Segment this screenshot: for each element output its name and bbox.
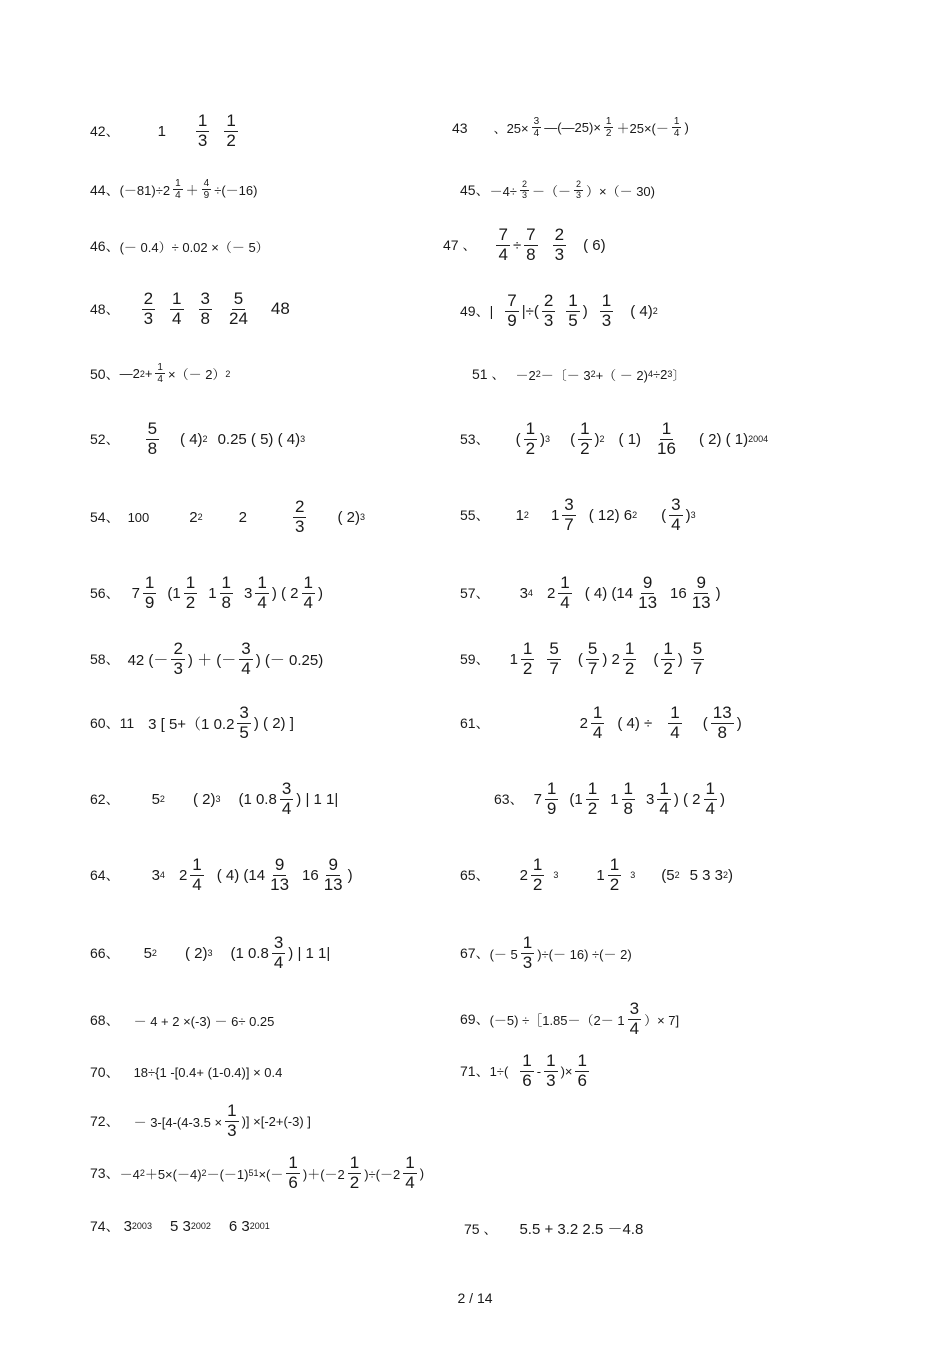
problem-48 — [90, 290, 290, 328]
fraction: 1 8 — [221, 573, 232, 612]
expr: 1 — [596, 866, 605, 884]
expr: ( — [577, 650, 583, 668]
fraction: 1 2 — [663, 639, 673, 678]
problem-68 — [90, 1010, 274, 1030]
problem-52 — [90, 420, 305, 458]
exponent: 2 — [202, 434, 208, 445]
expr: ) ( 2 — [673, 790, 701, 808]
expr: +（ － 2) — [595, 367, 648, 383]
problem-number: 56、 — [90, 585, 120, 602]
fraction: 5 7 — [692, 639, 703, 678]
expr: ＋5×(－4) — [144, 1166, 202, 1182]
problem-56 — [90, 574, 323, 612]
expr: |÷( — [521, 302, 539, 320]
problem-number: 66、 — [90, 945, 120, 962]
expr: —2 — [119, 366, 140, 381]
problem-65 — [460, 856, 733, 894]
problem-number: 43 — [452, 119, 468, 136]
expr: 2 — [189, 508, 198, 526]
problem-number: 68、 — [90, 1012, 120, 1028]
fraction: 1 3 — [546, 1051, 556, 1090]
fraction: $\frac{7}{4}$ — [498, 225, 508, 264]
exponent: 2 — [151, 948, 157, 959]
expr: (1 0.8 — [238, 790, 277, 808]
fraction: 1 16 — [657, 419, 676, 458]
problem-number: 52、 — [90, 431, 120, 448]
expr: 2 — [519, 866, 528, 884]
fraction: $\frac{1}{6}$ — [577, 1051, 587, 1090]
fraction: 1 6 — [522, 1051, 532, 1090]
expr: ( 12) 6 — [588, 506, 633, 524]
exponent: 2 — [201, 1168, 207, 1179]
problem-71 — [460, 1052, 592, 1090]
fraction: 3 4 — [281, 779, 292, 818]
exponent: 2 — [523, 510, 529, 521]
expr: 16 — [670, 584, 687, 602]
fraction: 1 9 — [144, 573, 155, 612]
exponent: 2 — [197, 512, 203, 523]
fraction: 1 4 — [175, 178, 181, 201]
expr: ( 2) — [337, 508, 360, 526]
exponent: 3 — [630, 870, 636, 881]
expr: 1 — [515, 506, 524, 524]
problem-49 — [460, 292, 658, 330]
expr: ) — [594, 430, 600, 448]
exponent: 2 — [599, 434, 605, 445]
exponent: 2002 — [190, 1221, 211, 1231]
fraction: 2 3 — [173, 639, 183, 678]
problem-60 — [90, 704, 294, 742]
exponent: 2 — [225, 368, 231, 379]
problem-43 — [452, 116, 689, 139]
problem-69 — [460, 1000, 679, 1038]
expr: ) — [715, 584, 721, 602]
expr: 5 — [143, 944, 152, 962]
fraction: 9 13 — [270, 855, 290, 894]
expr: ( — [661, 506, 667, 524]
expr: (1 — [167, 584, 181, 602]
expr: － 4 + 2 ×(-3) － 6÷ 0.25 — [133, 1013, 275, 1029]
fraction: 3 4 — [629, 999, 640, 1038]
problem-59 — [460, 640, 707, 678]
exponent: 2 — [535, 369, 541, 379]
fraction: 1 3 — [197, 111, 208, 150]
fraction: 1 2 — [532, 855, 543, 894]
exponent: 3 — [667, 369, 673, 379]
expr: )÷(－2 — [364, 1166, 401, 1182]
fraction: 1 4 — [172, 289, 182, 328]
expr: )＋(－2 — [302, 1166, 345, 1182]
expr: 1 — [157, 122, 166, 140]
expr: 3 [ 5+（1 0.2 — [148, 715, 235, 733]
problem-number: 70、 — [90, 1064, 120, 1080]
expr: 3 — [123, 1217, 132, 1235]
fraction: 1 4 — [705, 779, 715, 818]
exponent: 2004 — [748, 434, 769, 445]
expr: - — [536, 1063, 542, 1079]
fraction: 3 4 — [241, 639, 251, 678]
expr: ( 4) ÷ — [617, 714, 653, 732]
expr: ) — [719, 790, 725, 808]
problem-number: 54、 — [90, 509, 120, 526]
problem-number: 67、 — [460, 945, 490, 962]
problem-51 — [472, 364, 685, 384]
expr: ) — [685, 506, 691, 524]
expr: ( 4) (14 — [216, 866, 266, 884]
fraction: 2 3 — [143, 289, 154, 328]
expr: —(—25)× — [544, 120, 601, 135]
expr: ( — [570, 430, 576, 448]
problem-number: 65、 — [460, 867, 490, 884]
problem-number: 62、 — [90, 791, 120, 808]
fraction: 9 13 — [691, 573, 711, 612]
expr: 3 — [519, 584, 528, 602]
fraction: 1 2 — [349, 1153, 360, 1192]
expr: 1 — [509, 650, 518, 668]
fraction: 5 7 — [587, 639, 598, 678]
problem-67 — [460, 934, 632, 972]
exponent: 3 — [300, 434, 306, 445]
problem-75 — [464, 1218, 643, 1239]
expr: (5 — [661, 866, 675, 884]
exponent: 2 — [159, 794, 165, 805]
expr: ×（－ 2） — [167, 367, 226, 382]
expr: ) — [684, 120, 689, 135]
expr: 5 — [151, 790, 160, 808]
fraction: 1 4 — [560, 573, 570, 612]
problem-50 — [90, 362, 230, 385]
expr: 3 — [151, 866, 160, 884]
expr: ( 2) — [184, 944, 208, 962]
expr: 48 — [270, 299, 290, 319]
expr: －4÷ — [489, 183, 517, 199]
exponent: 2 — [722, 870, 728, 881]
fraction: 1 9 — [546, 779, 557, 818]
expr: 1 — [550, 506, 560, 524]
problem-46 — [90, 236, 269, 256]
exponent: 4 — [647, 369, 653, 379]
problem-number: 55、 — [460, 507, 490, 524]
problem-74 — [90, 1216, 270, 1236]
problem-70 — [90, 1062, 282, 1082]
expr: ) — [419, 1165, 425, 1181]
expr: ) | 1 1| — [288, 944, 331, 962]
problem-number: 51 、 — [472, 366, 506, 382]
expr: 、25× — [493, 121, 529, 136]
problem-53 — [460, 420, 768, 458]
problem-73 — [90, 1154, 424, 1192]
expr: ）× 7] — [644, 1012, 680, 1028]
fraction: 3 8 — [200, 289, 210, 328]
expr: ( — [515, 430, 521, 448]
fraction: 3 5 — [239, 703, 249, 742]
expr: 7 — [533, 790, 542, 808]
problem-number: 63、 — [494, 791, 524, 808]
expr: 3 — [646, 790, 655, 808]
problem-number: 73、 — [90, 1165, 120, 1182]
problem-66 — [90, 934, 330, 972]
page-number: 2 / 14 — [457, 1290, 493, 1306]
expr: ( 2) ( 1) — [698, 430, 749, 448]
problem-number: 44、 — [90, 181, 120, 198]
fraction: $\frac{1}{3}$ — [227, 1101, 237, 1140]
problem-number: 46、 — [90, 238, 120, 254]
expr: 5.5 + 3.2 2.5 －4.8 — [519, 1221, 644, 1238]
fraction: 1 4 — [192, 855, 202, 894]
expr: ＋ — [185, 183, 199, 198]
fraction: 1 3 — [601, 291, 612, 330]
fraction: $\frac{3}{4}$ — [533, 116, 540, 139]
exponent: 2 — [674, 870, 680, 881]
problem-62 — [90, 780, 338, 818]
expr: ÷ — [512, 236, 522, 254]
exponent: 3 — [207, 948, 213, 959]
expr: ) (－ 0.25) — [255, 651, 324, 669]
exponent: 3 — [553, 870, 559, 881]
exponent: 2001 — [249, 1221, 270, 1231]
fraction: 1 8 — [623, 779, 634, 818]
problem-number: 75 、 — [464, 1220, 498, 1237]
fraction: $\frac{1}{4}$ — [157, 362, 163, 385]
problem-number: 60、11 — [90, 715, 135, 732]
expr: ) — [317, 584, 323, 602]
expr: ) — [540, 430, 546, 448]
fraction: 1 2 — [525, 419, 536, 458]
expr: 2 — [238, 508, 247, 526]
expr: 2 — [178, 866, 188, 884]
fraction: 2 3 — [543, 291, 554, 330]
fraction: 5 8 — [147, 419, 158, 458]
problem-63 — [494, 780, 725, 818]
fraction: 2 3 — [575, 179, 581, 200]
expr: －（－ — [531, 183, 571, 199]
fraction: 1 4 — [257, 573, 267, 612]
fraction: 5 7 — [549, 639, 559, 678]
fraction: $\frac{1}{4}$ — [670, 703, 680, 742]
expr: (－5) ÷［1.85－（2－ 1 — [489, 1012, 625, 1028]
fraction: 1 4 — [673, 116, 680, 139]
problem-72 — [90, 1102, 311, 1140]
expr: ( — [702, 714, 708, 732]
expr: ÷2 — [652, 366, 668, 382]
fraction: 1 2 — [624, 639, 635, 678]
expr: ) ( 2) ] — [253, 714, 294, 732]
expr: (－ 0.4）÷ 0.02 ×（－ 5） — [119, 239, 269, 255]
expr: (1 — [569, 790, 583, 808]
problem-45 — [460, 180, 655, 201]
expr: )÷(－ 16) ÷(－ 2) — [537, 946, 632, 962]
expr: 18÷{1 -[0.4+ (1-0.4)] × 0.4 — [133, 1064, 283, 1080]
exponent: 4 — [527, 588, 533, 599]
fraction: 1 2 — [522, 639, 533, 678]
expr: ) — [347, 866, 353, 884]
expr: ( 1) — [618, 430, 642, 448]
fraction: 1 6 — [288, 1153, 298, 1192]
fraction: 2 3 — [294, 497, 305, 536]
problem-number: 61、 — [460, 715, 490, 732]
expr: (－ 5 — [489, 946, 518, 962]
fraction: 3 7 — [564, 495, 574, 534]
expr: 1 — [610, 790, 619, 808]
expr: )] ×[-2+(-3) ] — [241, 1113, 311, 1129]
fraction: $\frac{4}{9}$ — [203, 178, 210, 201]
expr: 5 3 — [169, 1217, 191, 1235]
fraction: 1 4 — [592, 703, 603, 742]
expr: 1 — [208, 584, 217, 602]
fraction: 1 2 — [580, 419, 590, 458]
fraction: $\frac{1}{2}$ — [605, 116, 612, 139]
expr: － 3-[4-(4-3.5 × — [133, 1114, 223, 1130]
expr: ＋25×(－ — [616, 121, 669, 136]
fraction: 1 4 — [659, 779, 669, 818]
expr: ) — [677, 650, 683, 668]
problem-61 — [460, 704, 742, 742]
expr: 16 — [302, 866, 319, 884]
fraction: 5 24 — [228, 289, 248, 328]
expr: ( 4) — [630, 302, 653, 320]
exponent: 2 — [139, 368, 145, 379]
expr: ( 6) — [583, 236, 606, 254]
expr: ( 2) — [192, 790, 216, 808]
expr: ×(－ — [258, 1166, 284, 1182]
problem-number: 50、 — [90, 365, 120, 382]
problem-42 — [90, 112, 241, 150]
problem-number: 57、 — [460, 585, 490, 602]
problem-number: 53、 — [460, 431, 490, 448]
exponent: 2 — [632, 510, 638, 521]
expr: 3 — [244, 584, 253, 602]
expr: ) 2 — [602, 650, 620, 668]
exponent: 3 — [545, 434, 551, 445]
problem-number: 74、 — [90, 1218, 120, 1234]
fraction: 1 2 — [185, 573, 196, 612]
problem-57 — [460, 574, 721, 612]
expr: 0.25 ( 5) ( 4) — [217, 430, 301, 448]
problem-number: 48、 — [90, 301, 120, 318]
problem-47 — [443, 226, 606, 264]
expr: －(－1) — [206, 1166, 249, 1182]
fraction: 1 2 — [226, 111, 236, 150]
fraction: 3 4 — [671, 495, 681, 534]
expr: 〕 — [672, 367, 686, 383]
expr: 100 — [127, 509, 150, 525]
exponent: 2 — [652, 306, 658, 317]
fraction: 1 4 — [303, 573, 313, 612]
expr: ) — [582, 302, 588, 320]
fraction: 2 3 — [554, 225, 565, 264]
expr: 2 — [546, 584, 556, 602]
fraction: 9 13 — [638, 573, 658, 612]
problem-number: 59、 — [460, 651, 490, 668]
expr: －2 — [515, 367, 536, 383]
exponent: 2 — [139, 1168, 145, 1179]
exponent: 2003 — [131, 1221, 152, 1231]
expr: ) — [727, 866, 733, 884]
problem-number: 69、 — [460, 1011, 490, 1028]
fraction: 1 3 — [522, 933, 533, 972]
problem-number: 49、| — [460, 303, 494, 320]
expr: 5 3 3 — [689, 866, 723, 884]
expr: 1÷( — [489, 1063, 509, 1079]
problem-58 — [90, 640, 323, 678]
problem-number: 71、 — [460, 1063, 490, 1080]
fraction: 1 2 — [587, 779, 598, 818]
problem-55 — [460, 496, 696, 534]
expr: 6 3 — [228, 1217, 250, 1235]
expr: 42 (－ — [127, 651, 169, 669]
fraction: 7 9 — [507, 291, 517, 330]
problem-number: 64、 — [90, 867, 120, 884]
problem-64 — [90, 856, 353, 894]
fraction: 1 5 — [568, 291, 578, 330]
expr: ( 4) (14 — [584, 584, 634, 602]
expr: 7 — [131, 584, 140, 602]
exponent: 3 — [690, 510, 696, 521]
problem-number: 58、 — [90, 651, 120, 668]
expr: ÷(－16) — [214, 183, 258, 198]
exponent: 2 — [590, 369, 596, 379]
problem-number: 72、 — [90, 1113, 120, 1130]
fraction: $\frac{7}{8}$ — [526, 225, 536, 264]
expr: ) | 1 1| — [296, 790, 339, 808]
expr: ) — [736, 714, 742, 732]
fraction: $\frac{2}{3}$ — [521, 179, 527, 200]
problem-number: 45、 — [460, 182, 490, 199]
fraction: 9 13 — [323, 855, 343, 894]
problem-number: 42、 — [90, 123, 120, 140]
exponent: 3 — [215, 794, 221, 805]
expr: ）×（－ 30) — [586, 183, 655, 199]
fraction: 1 4 — [405, 1153, 415, 1192]
problem-44 — [90, 178, 257, 201]
fraction: 13 8 — [712, 703, 732, 742]
problem-54 — [90, 498, 365, 536]
expr: (－81)÷2 — [119, 183, 171, 198]
expr: (1 0.8 — [230, 944, 269, 962]
expr: －〔－ 3 — [540, 367, 591, 383]
expr: )× — [560, 1063, 573, 1079]
exponent: 51 — [248, 1168, 259, 1179]
expr: ( — [653, 650, 659, 668]
exponent: 4 — [159, 870, 165, 881]
expr: ) ＋ (－ — [187, 651, 237, 669]
expr: 2 — [579, 714, 588, 732]
fraction: 3 4 — [273, 933, 284, 972]
expr: ( 4) — [180, 430, 203, 448]
expr: －4 — [119, 1166, 140, 1182]
problem-number: 47 、 — [443, 237, 477, 254]
fraction: 1 2 — [609, 855, 620, 894]
exponent: 3 — [359, 512, 365, 523]
expr: + — [144, 366, 153, 381]
expr: ) ( 2 — [271, 584, 299, 602]
